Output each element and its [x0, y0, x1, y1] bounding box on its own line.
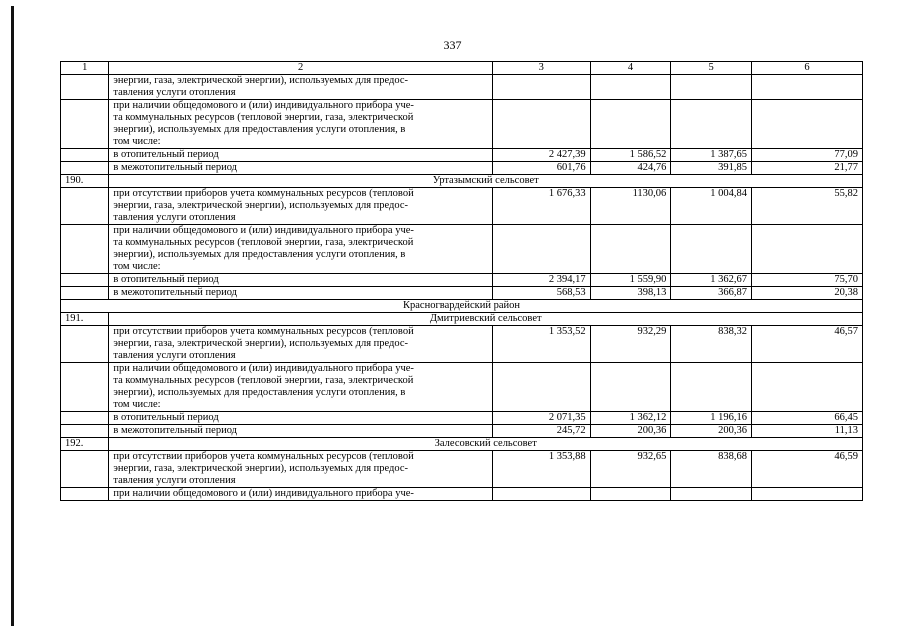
- region-header-row: [61, 300, 863, 313]
- value-col-3: 2 071,35: [492, 412, 590, 425]
- value-col-3: [492, 75, 590, 100]
- column-number: 4: [590, 62, 671, 75]
- tariff-row: [61, 188, 863, 225]
- settlement-header-row: [61, 175, 863, 188]
- description-line: том числе:: [113, 136, 161, 147]
- value-col-3: 1 353,88: [492, 451, 590, 488]
- row-number-cell: [61, 162, 109, 175]
- value-col-5: 366,87: [671, 287, 752, 300]
- tariff-row: [61, 412, 863, 425]
- value-col-5: [671, 363, 752, 412]
- value-col-4: [590, 363, 671, 412]
- description-line: при наличии общедомового и (или) индивидуального прибора уче-: [113, 100, 414, 111]
- row-description: [109, 425, 492, 438]
- row-description: [109, 274, 492, 287]
- value-col-6: 75,70: [752, 274, 863, 287]
- column-number: 3: [492, 62, 590, 75]
- value-col-5: 1 387,65: [671, 149, 752, 162]
- value-col-3: [492, 488, 590, 501]
- row-number-cell: [61, 149, 109, 162]
- value-col-3: [492, 100, 590, 149]
- value-col-6: 21,77: [752, 162, 863, 175]
- row-number-cell: [61, 100, 109, 149]
- row-description: [109, 363, 492, 412]
- description-line: тавления услуги отопления: [113, 350, 236, 361]
- tariff-row: [61, 75, 863, 100]
- value-col-4: 424,76: [590, 162, 671, 175]
- description-line: при отсутствии приборов учета коммунальных ресурсов (тепловой: [113, 451, 414, 462]
- value-col-4: 932,65: [590, 451, 671, 488]
- row-number: 192.: [61, 438, 109, 451]
- description-line: при отсутствии приборов учета коммунальных ресурсов (тепловой: [113, 326, 414, 337]
- column-number: 6: [752, 62, 863, 75]
- description-line: в отопительный период: [113, 274, 219, 285]
- page-edge-bar: [11, 6, 14, 626]
- value-col-3: 601,76: [492, 162, 590, 175]
- value-col-5: [671, 100, 752, 149]
- value-col-6: [752, 225, 863, 274]
- row-number-cell: [61, 225, 109, 274]
- value-col-4: 1130,06: [590, 188, 671, 225]
- description-line: том числе:: [113, 399, 161, 410]
- value-col-6: 55,82: [752, 188, 863, 225]
- column-number-row: [61, 62, 863, 75]
- tariff-row: [61, 326, 863, 363]
- description-line: та коммунальных ресурсов (тепловой энергии, газа, электрической: [113, 237, 414, 248]
- value-col-4: [590, 100, 671, 149]
- settlement-title: Дмитриевский сельсовет: [109, 313, 863, 326]
- row-number: 191.: [61, 313, 109, 326]
- description-line: та коммунальных ресурсов (тепловой энергии, газа, электрической: [113, 112, 414, 123]
- column-number: 2: [109, 62, 492, 75]
- row-number-cell: [61, 75, 109, 100]
- description-line: при наличии общедомового и (или) индивидуального прибора уче-: [113, 488, 414, 499]
- value-col-6: 77,09: [752, 149, 863, 162]
- value-col-3: [492, 363, 590, 412]
- description-line: том числе:: [113, 261, 161, 272]
- value-col-6: [752, 488, 863, 501]
- value-col-3: 2 427,39: [492, 149, 590, 162]
- value-col-6: 66,45: [752, 412, 863, 425]
- value-col-3: 1 676,33: [492, 188, 590, 225]
- description-line: при наличии общедомового и (или) индивидуального прибора уче-: [113, 225, 414, 236]
- value-col-6: 11,13: [752, 425, 863, 438]
- description-line: в отопительный период: [113, 412, 219, 423]
- row-number-cell: [61, 274, 109, 287]
- column-number: 5: [671, 62, 752, 75]
- value-col-6: [752, 75, 863, 100]
- row-number-cell: [61, 412, 109, 425]
- description-line: энергии, газа, электрической энергии), используемых для предос-: [113, 75, 409, 86]
- row-number-cell: [61, 326, 109, 363]
- row-description: [109, 100, 492, 149]
- value-col-4: 1 586,52: [590, 149, 671, 162]
- description-line: в отопительный период: [113, 149, 219, 160]
- region-title: Красногвардейский район: [61, 300, 863, 313]
- description-line: тавления услуги отопления: [113, 87, 236, 98]
- value-col-3: 245,72: [492, 425, 590, 438]
- row-number-cell: [61, 188, 109, 225]
- row-description: [109, 188, 492, 225]
- tariff-row: [61, 451, 863, 488]
- value-col-5: 838,32: [671, 326, 752, 363]
- value-col-4: 1 362,12: [590, 412, 671, 425]
- settlement-title: Уртазымский сельсовет: [109, 175, 863, 188]
- row-number-cell: [61, 425, 109, 438]
- value-col-6: 20,38: [752, 287, 863, 300]
- row-description: [109, 149, 492, 162]
- description-line: энергии, газа, электрической энергии), используемых для предос-: [113, 463, 409, 474]
- row-description: [109, 326, 492, 363]
- tariff-table: [60, 61, 863, 501]
- value-col-5: 1 004,84: [671, 188, 752, 225]
- value-col-6: 46,59: [752, 451, 863, 488]
- value-col-5: 200,36: [671, 425, 752, 438]
- value-col-3: [492, 225, 590, 274]
- column-number: 1: [61, 62, 109, 75]
- row-description: [109, 225, 492, 274]
- value-col-4: [590, 225, 671, 274]
- value-col-5: 1 362,67: [671, 274, 752, 287]
- value-col-5: [671, 488, 752, 501]
- row-number: 190.: [61, 175, 109, 188]
- value-col-5: 391,85: [671, 162, 752, 175]
- tariff-row: [61, 488, 863, 501]
- value-col-4: 398,13: [590, 287, 671, 300]
- description-line: тавления услуги отопления: [113, 212, 236, 223]
- description-line: энергии), используемых для предоставления услуги отопления, в: [113, 387, 406, 398]
- value-col-3: 1 353,52: [492, 326, 590, 363]
- value-col-3: 2 394,17: [492, 274, 590, 287]
- value-col-5: 1 196,16: [671, 412, 752, 425]
- description-line: при наличии общедомового и (или) индивидуального прибора уче-: [113, 363, 414, 374]
- value-col-6: [752, 100, 863, 149]
- value-col-6: 46,57: [752, 326, 863, 363]
- description-line: при отсутствии приборов учета коммунальных ресурсов (тепловой: [113, 188, 414, 199]
- description-line: та коммунальных ресурсов (тепловой энергии, газа, электрической: [113, 375, 414, 386]
- row-description: [109, 162, 492, 175]
- description-line: энергии, газа, электрической энергии), используемых для предос-: [113, 338, 409, 349]
- row-description: [109, 412, 492, 425]
- value-col-6: [752, 363, 863, 412]
- value-col-5: [671, 225, 752, 274]
- description-line: энергии, газа, электрической энергии), используемых для предос-: [113, 200, 409, 211]
- description-line: в межотопительный период: [113, 425, 237, 436]
- settlement-title: Залесовский сельсовет: [109, 438, 863, 451]
- tariff-table-body: [61, 62, 863, 501]
- row-description: [109, 488, 492, 501]
- tariff-row: [61, 162, 863, 175]
- description-line: энергии), используемых для предоставления услуги отопления, в: [113, 124, 406, 135]
- value-col-3: 568,53: [492, 287, 590, 300]
- row-number-cell: [61, 488, 109, 501]
- value-col-4: 1 559,90: [590, 274, 671, 287]
- settlement-header-row: [61, 438, 863, 451]
- row-number-cell: [61, 451, 109, 488]
- value-col-4: [590, 75, 671, 100]
- value-col-4: 200,36: [590, 425, 671, 438]
- tariff-row: [61, 149, 863, 162]
- description-line: тавления услуги отопления: [113, 475, 236, 486]
- tariff-row: [61, 363, 863, 412]
- value-col-5: 838,68: [671, 451, 752, 488]
- settlement-header-row: [61, 313, 863, 326]
- tariff-row: [61, 425, 863, 438]
- tariff-row: [61, 225, 863, 274]
- description-line: энергии), используемых для предоставления услуги отопления, в: [113, 249, 406, 260]
- description-line: в межотопительный период: [113, 287, 237, 298]
- value-col-4: [590, 488, 671, 501]
- row-number-cell: [61, 287, 109, 300]
- value-col-4: 932,29: [590, 326, 671, 363]
- value-col-5: [671, 75, 752, 100]
- row-description: [109, 451, 492, 488]
- row-description: [109, 287, 492, 300]
- tariff-row: [61, 100, 863, 149]
- tariff-row: [61, 287, 863, 300]
- row-number-cell: [61, 363, 109, 412]
- row-description: [109, 75, 492, 100]
- page-number: 337: [443, 38, 462, 52]
- tariff-row: [61, 274, 863, 287]
- description-line: в межотопительный период: [113, 162, 237, 173]
